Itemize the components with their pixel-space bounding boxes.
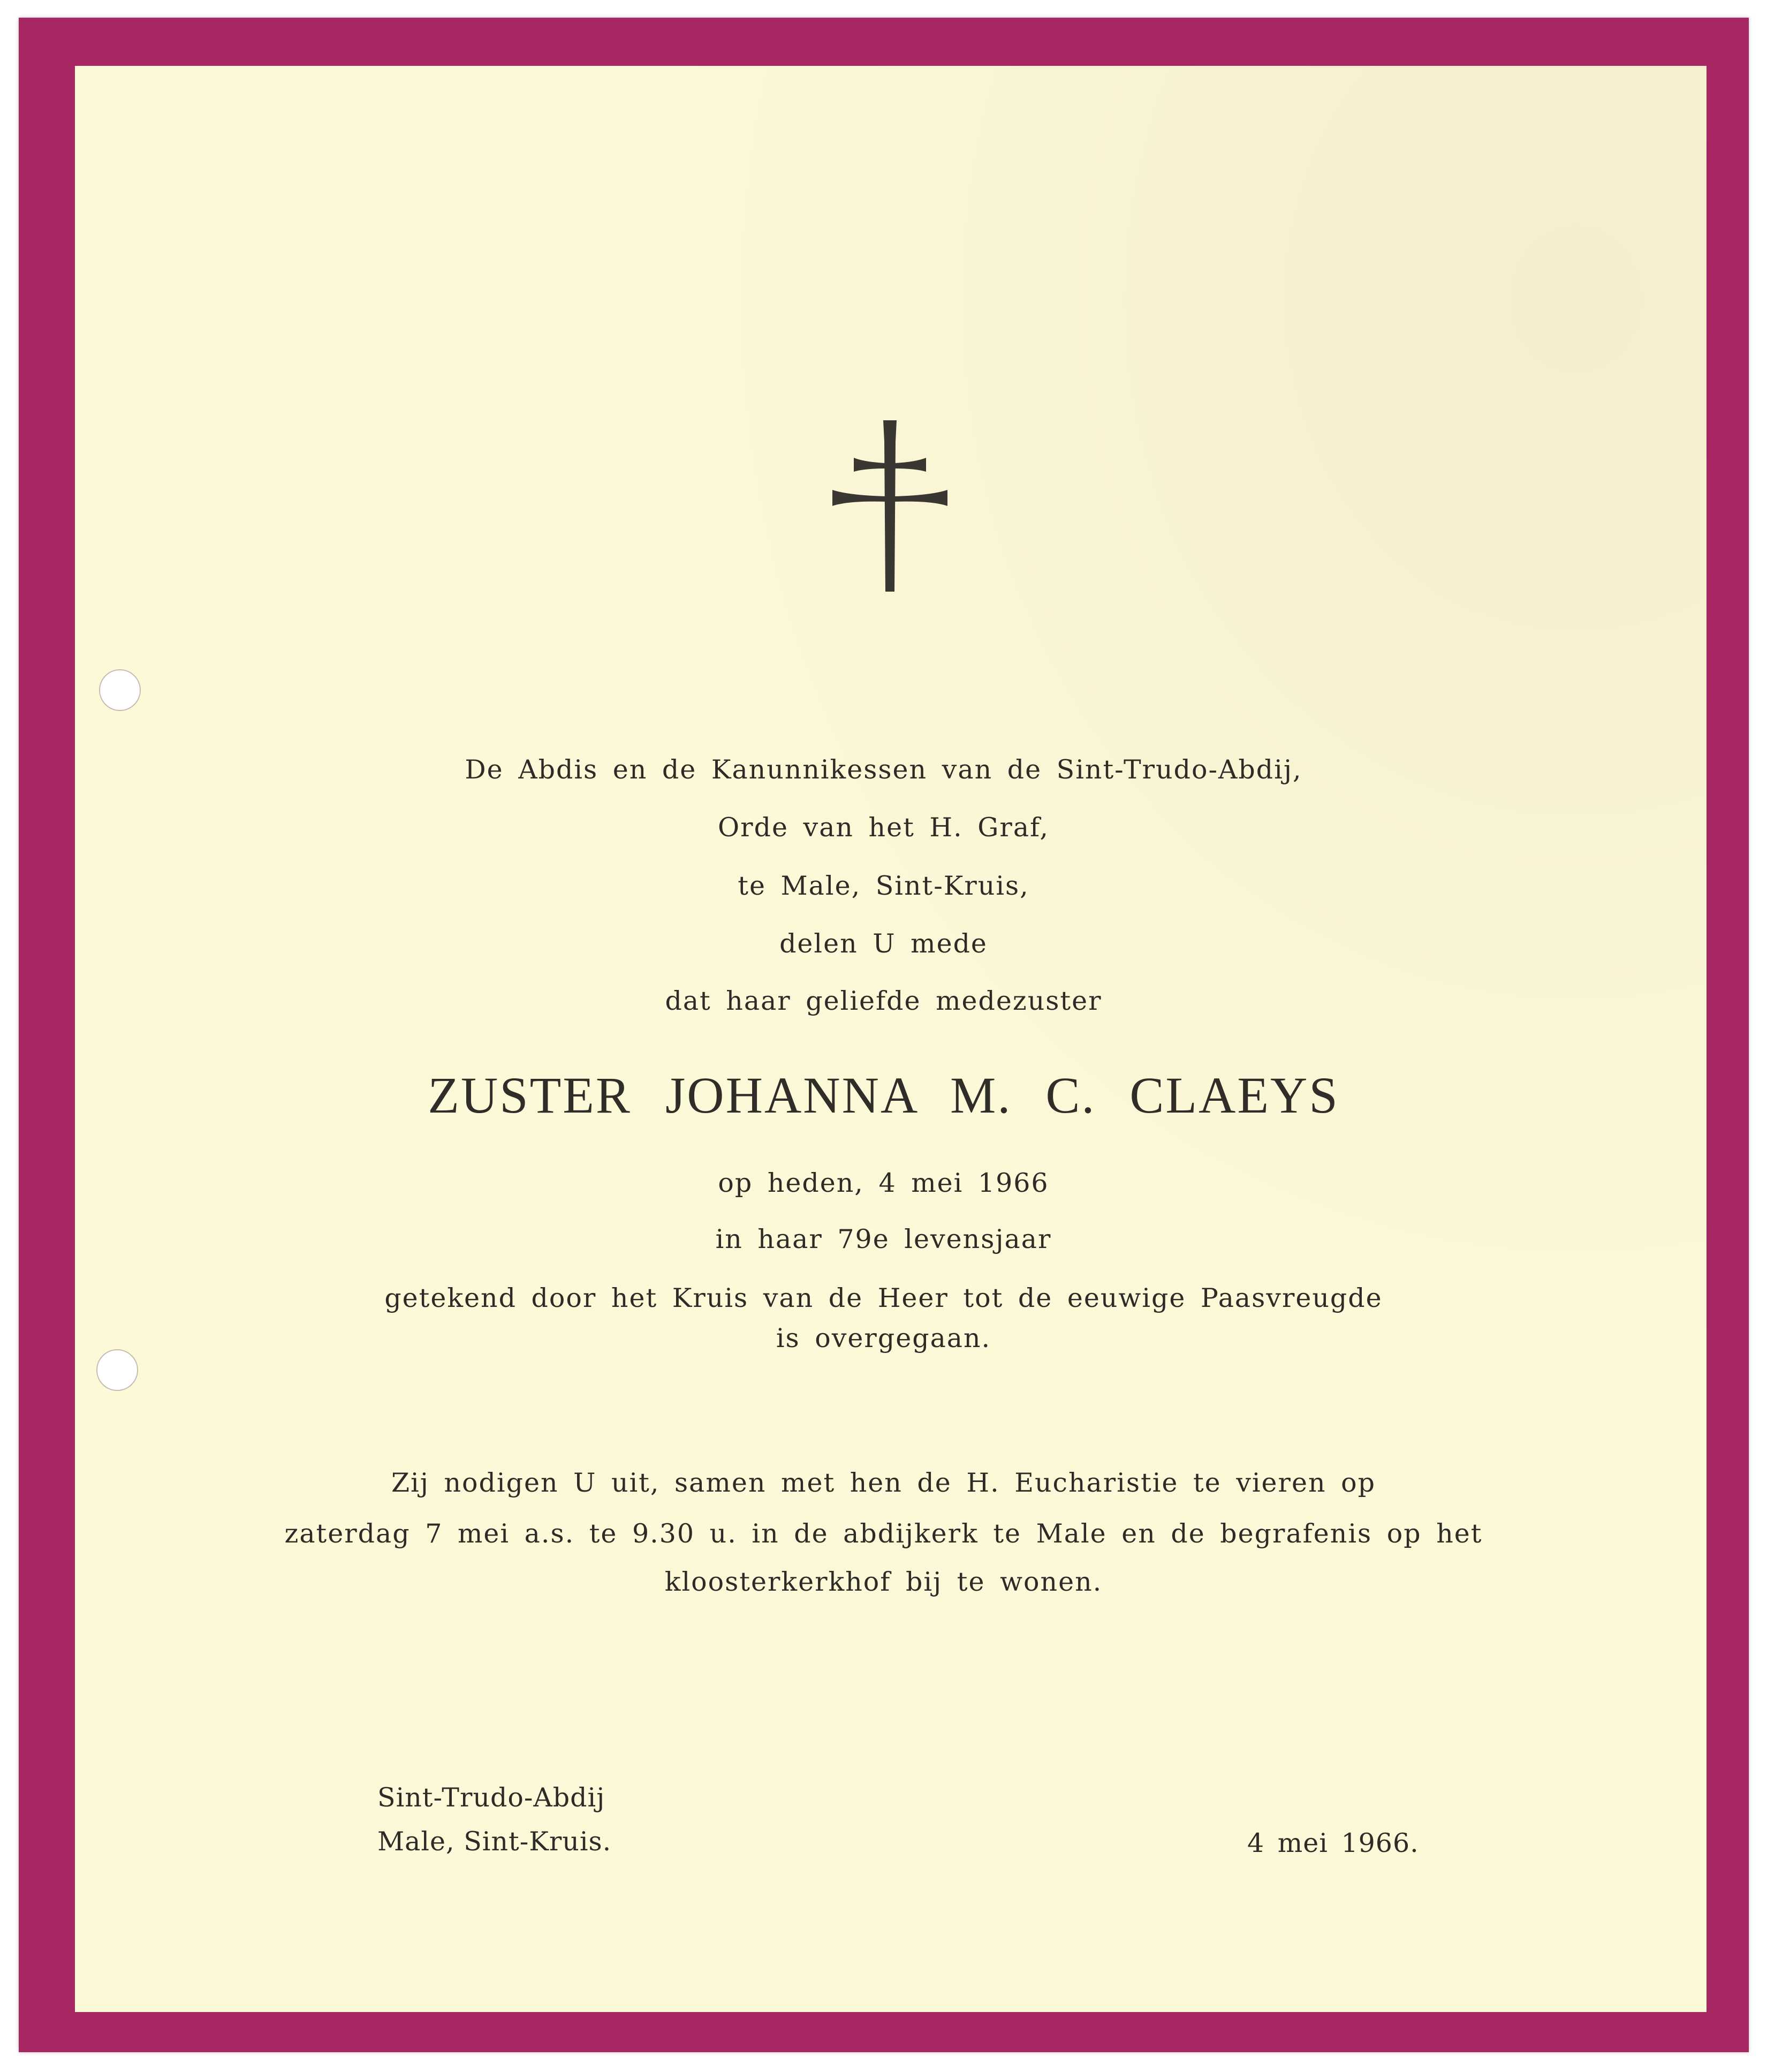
deceased-name: ZUSTER JOHANNA M. C. CLAEYS [428,1067,1339,1124]
announcement-line-sister: dat haar geliefde medezuster [665,986,1102,1016]
invitation-line-1: Zij nodigen U uit, samen met hen de H. Eucharistie te vieren op [391,1468,1376,1498]
age-line: in haar 79e levensjaar [715,1224,1052,1254]
invitation-line-2: zaterdag 7 mei a.s. te 9.30 u. in de abdijkerk te Male en de begrafenis op het [284,1518,1483,1549]
sender-location: Male, Sint-Kruis. [377,1826,612,1857]
announcement-line-inform: delen U mede [779,928,988,959]
announcement-line-order: Orde van het H. Graf, [717,812,1049,843]
mourning-card-border [19,18,1749,2052]
invitation-line-3: kloosterkerkhof bij te wonen. [664,1567,1103,1597]
sender-name: Sint-Trudo-Abdij [377,1782,605,1813]
footer-date: 4 mei 1966. [1247,1828,1419,1858]
death-date-line: op heden, 4 mei 1966 [718,1168,1049,1198]
passing-line: getekend door het Kruis van de Heer tot de eeuwige Paasvreugde [384,1283,1383,1313]
passing-line-end: is overgegaan. [776,1323,991,1353]
patriarchal-cross-icon [832,420,947,592]
punch-hole-top [99,669,141,711]
mourning-card-paper [75,66,1707,2012]
announcement-line-abbey: De Abdis en de Kanunnikessen van de Sint-Trudo-Abdij, [465,754,1302,785]
announcement-line-location: te Male, Sint-Kruis, [738,871,1029,901]
punch-hole-bottom [96,1349,138,1391]
